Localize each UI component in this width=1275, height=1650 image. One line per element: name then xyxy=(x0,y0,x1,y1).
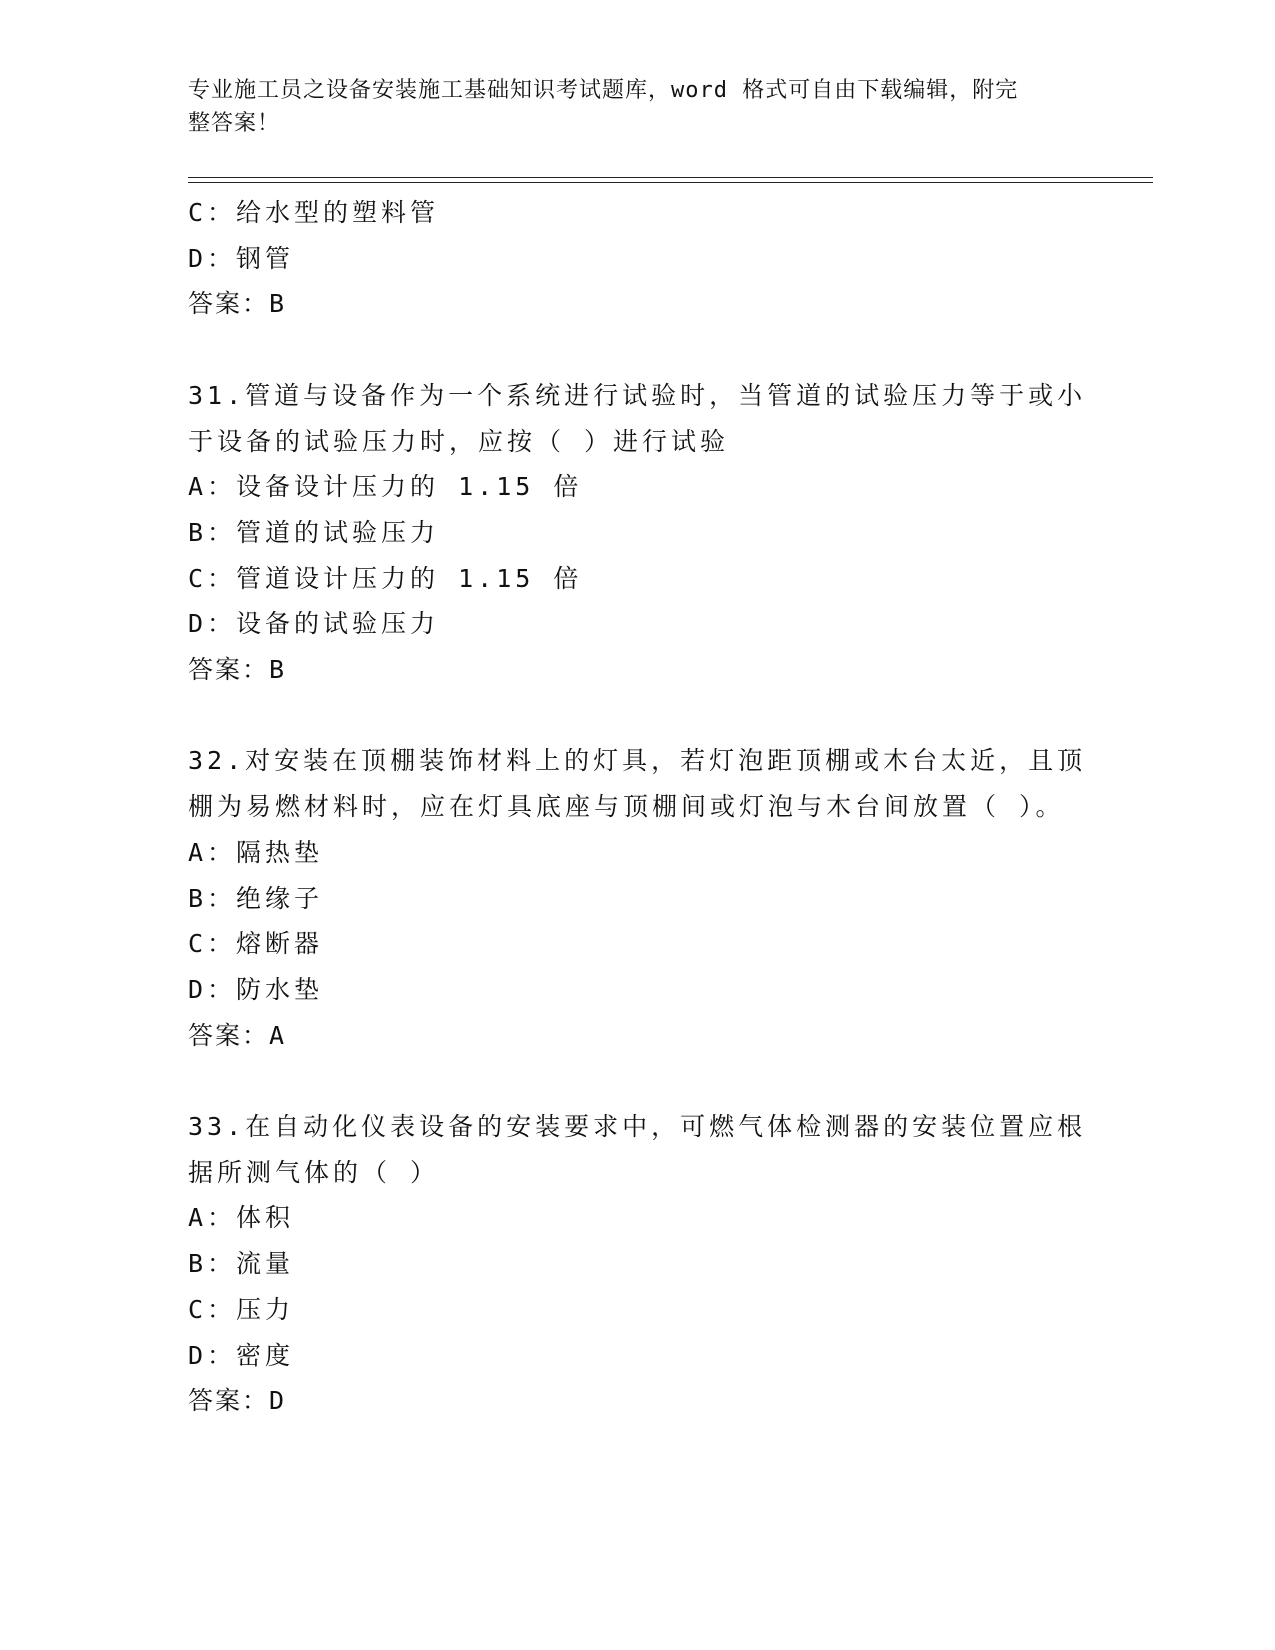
option-b: B：流量 xyxy=(188,1249,295,1279)
option-c: C：管道设计压力的 1.15 倍 xyxy=(188,563,583,593)
option-c: C：压力 xyxy=(188,1294,295,1324)
spacer xyxy=(188,1058,1088,1104)
header-divider-bottom xyxy=(188,182,1153,183)
option-a: A：体积 xyxy=(188,1203,295,1233)
option-d: D：设备的试验压力 xyxy=(188,609,440,639)
question-32 xyxy=(188,738,1088,1058)
option-d: D：钢管 xyxy=(188,243,295,273)
prev-question-block xyxy=(188,190,1088,327)
option-b: B：绝缘子 xyxy=(188,883,324,913)
header-line-1: 专业施工员之设备安装施工基础知识考试题库，word 格式可自由下载编辑，附完 xyxy=(188,78,1019,103)
option-d: D：密度 xyxy=(188,1340,295,1370)
option-c: C：熔断器 xyxy=(188,929,324,959)
question-text-line-1: 32.对安装在顶棚装饰材料上的灯具，若灯泡距顶棚或木台太近，且顶 xyxy=(188,746,1087,776)
option-b: B：管道的试验压力 xyxy=(188,517,440,547)
question-list xyxy=(188,190,1088,1424)
option-a: A：设备设计压力的 1.15 倍 xyxy=(188,472,583,502)
answer-text: 答案：B xyxy=(188,655,287,685)
question-text-line-1: 31.管道与设备作为一个系统进行试验时，当管道的试验压力等于或小 xyxy=(188,380,1087,410)
question-text-line-1: 33.在自动化仪表设备的安装要求中，可燃气体检测器的安装位置应根 xyxy=(188,1112,1087,1142)
question-text-line-2: 棚为易燃材料时，应在灯具底座与顶棚间或灯泡与木台间放置（ ）。 xyxy=(188,792,1065,822)
answer-text: 答案：A xyxy=(188,1020,287,1050)
header-line-2: 整答案！ xyxy=(188,111,281,136)
answer-text: 答案：B xyxy=(188,289,287,319)
document-header xyxy=(188,74,1088,140)
spacer xyxy=(188,327,1088,373)
question-31 xyxy=(188,373,1088,693)
answer-text: 答案：D xyxy=(188,1386,287,1416)
question-33 xyxy=(188,1104,1088,1424)
option-c: C：给水型的塑料管 xyxy=(188,198,440,227)
option-d: D：防水垫 xyxy=(188,974,324,1004)
question-text-line-2: 据所测气体的（ ） xyxy=(188,1157,440,1187)
question-text-line-2: 于设备的试验压力时，应按（ ）进行试验 xyxy=(188,426,730,456)
option-a: A：隔热垫 xyxy=(188,837,324,867)
header-divider-top xyxy=(188,177,1153,178)
spacer xyxy=(188,693,1088,739)
